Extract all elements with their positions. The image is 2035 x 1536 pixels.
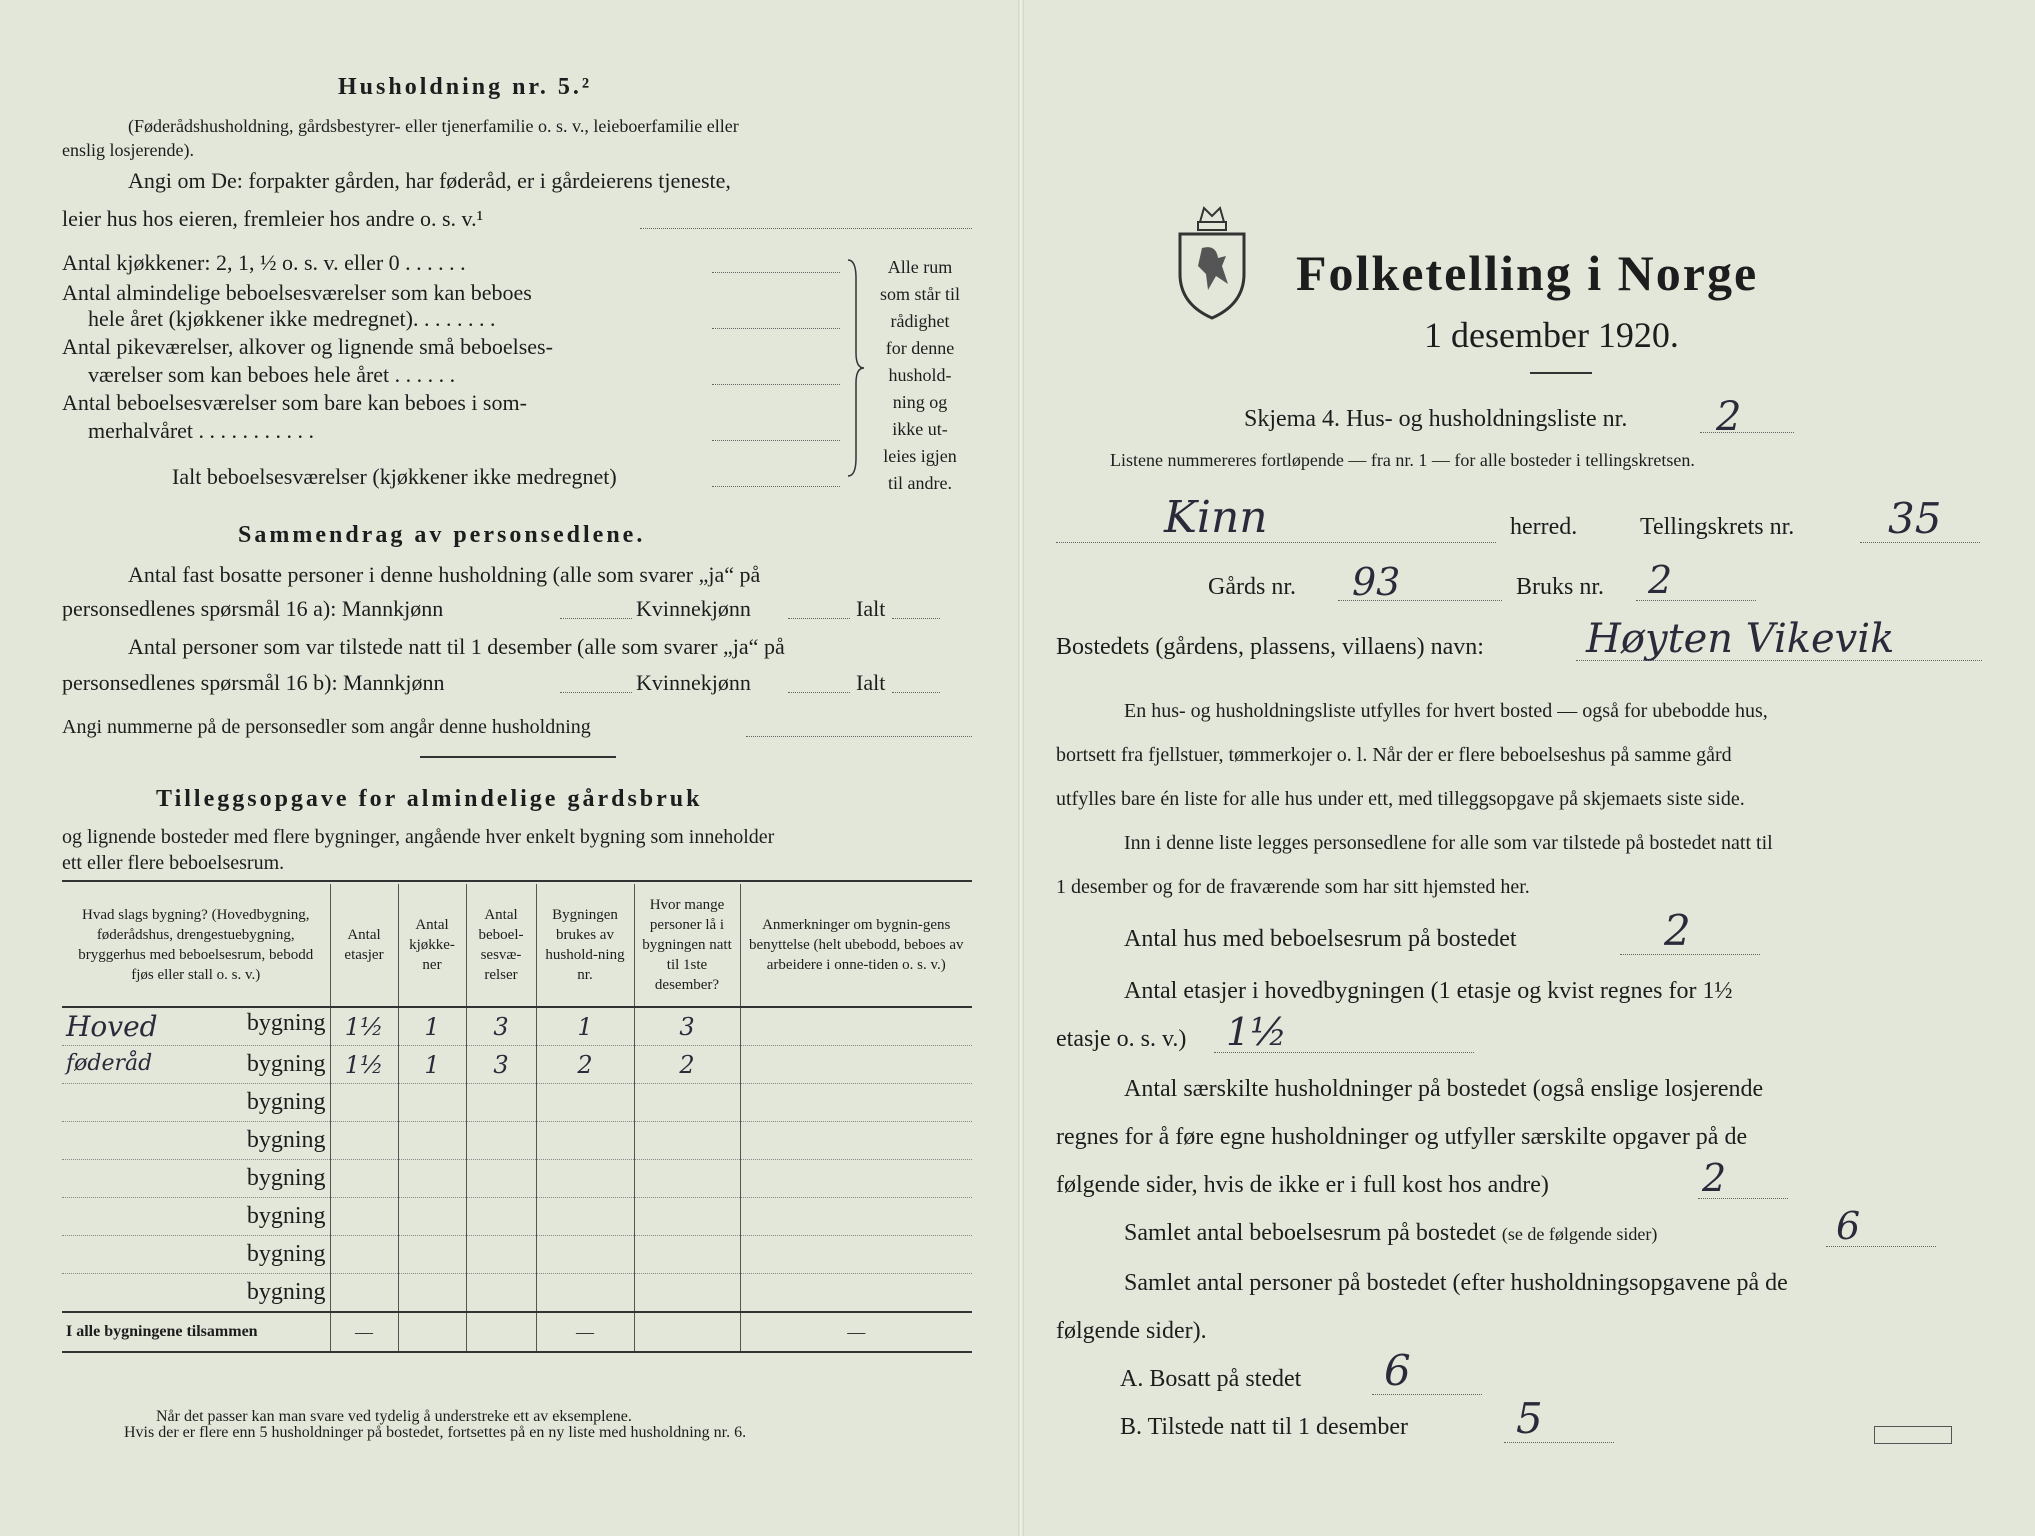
- husholdning-cell: [536, 1198, 634, 1236]
- etasjer-cell: [330, 1160, 398, 1198]
- samlet-rum-fill: [1826, 1246, 1936, 1247]
- side-note-line: rådighet: [890, 311, 950, 331]
- side-note-line: ning og: [892, 392, 948, 412]
- rooms-fill-3: [712, 384, 840, 385]
- building-cell: [62, 1046, 330, 1084]
- total-etasjer: —: [330, 1312, 398, 1352]
- rooms-fill-4: [712, 440, 840, 441]
- bruks-fill: [1636, 600, 1756, 601]
- tellingskrets-value: 35: [1888, 494, 1942, 543]
- bostedets-label: Bostedets (gårdens, plassens, villaens) navn:: [1056, 634, 1484, 660]
- antal-hus-fill: [1620, 954, 1760, 955]
- kjokken-cell: [398, 1084, 466, 1122]
- husholdning-cell: [536, 1122, 634, 1160]
- husholdning-cell: [536, 1236, 634, 1274]
- table-row: [62, 1007, 972, 1046]
- etasjer-cell: 1½: [330, 1046, 398, 1084]
- side-note-line: som står til: [880, 284, 960, 304]
- total-husholdning: —: [536, 1312, 634, 1352]
- anmerkning-cell: [740, 1007, 972, 1046]
- form-date: 1 desember 1920.: [1424, 315, 1679, 355]
- ialt-rooms-fill: [712, 486, 840, 487]
- rum-cell: 3: [466, 1007, 536, 1046]
- building-cell: bygning: [62, 1122, 330, 1160]
- tellingskrets-label: Tellingskrets nr.: [1640, 514, 1795, 540]
- col-header-anmerkninger: Anmerkninger om bygnin-gens benyttelse (helt ubebodd, beboes av arbeidere i onne-tiden o. s. v.): [740, 884, 972, 1007]
- sarskilte-line-3: følgende sider, hvis de ikke er i full kost hos andre): [1056, 1172, 1549, 1198]
- col-header-kjokken: Antal kjøkke-ner: [398, 884, 466, 1007]
- footnote-1: Når det passer kan man svare ved tydelig å understreke ett av eksemplene.: [156, 1408, 632, 1425]
- anmerkning-cell: [740, 1046, 972, 1084]
- summary-title: Sammendrag av personsedlene.: [238, 522, 646, 548]
- herred-value: Kinn: [1164, 492, 1268, 543]
- table-row: [62, 1160, 972, 1198]
- tellingskrets-fill: [1860, 542, 1980, 543]
- table-row: [62, 1198, 972, 1236]
- table-top-rule: [62, 880, 972, 882]
- table-row: [62, 1274, 972, 1313]
- footnote-2: Hvis der er flere enn 5 husholdninger på bostedet, fortsettes på en ny liste med husholdning nr. 6.: [124, 1424, 747, 1441]
- side-note: [870, 254, 970, 497]
- page-fold: [1018, 0, 1024, 1536]
- angi-text: Angi om De: forpakter gården, har føderåd, er i gårdeierens tjeneste,: [128, 168, 731, 193]
- anmerkning-cell: [740, 1084, 972, 1122]
- etasjer-cell: [330, 1084, 398, 1122]
- kjokken-cell: 1: [398, 1007, 466, 1046]
- bruks-value: 2: [1648, 558, 1673, 602]
- rooms-ordinary: Antal almindelige beboelsesværelser som kan beboes: [62, 280, 532, 305]
- fill-kvinne-2: [788, 692, 850, 693]
- personer-cell: [634, 1236, 740, 1274]
- side-note-line: leies igjen: [883, 446, 957, 466]
- kjokken-cell: [398, 1198, 466, 1236]
- total-anmerkning: —: [740, 1312, 972, 1352]
- total-kjokken: [398, 1312, 466, 1352]
- summary-line-1: Antal fast bosatte personer i denne husholdning (alle som svarer „ja“ på: [128, 562, 761, 587]
- antal-hus-label: Antal hus med beboelsesrum på bostedet: [1124, 926, 1517, 952]
- rooms-ordinary-2: hele året (kjøkkener ikke medregnet). . . . . . . .: [88, 306, 496, 331]
- bosatt-label: A. Bosatt på stedet: [1120, 1366, 1302, 1392]
- etasjer-cell: [330, 1274, 398, 1313]
- etasjer-fill: [1214, 1052, 1474, 1053]
- etasjer-cell: [330, 1236, 398, 1274]
- building-label: bygning: [246, 1010, 326, 1036]
- angi-text-2: leier hus hos eieren, fremleier hos andre o. s. v.¹: [62, 206, 484, 231]
- kvinne-label-2: Kvinnekjønn: [636, 670, 751, 695]
- husholdning-cell: 1: [536, 1007, 634, 1046]
- rum-cell: [466, 1084, 536, 1122]
- building-cell: bygning: [62, 1084, 330, 1122]
- building-label: bygning: [246, 1051, 326, 1077]
- rum-cell: [466, 1160, 536, 1198]
- personer-cell: [634, 1274, 740, 1313]
- ialt-rooms: Ialt beboelsesværelser (kjøkkener ikke medregnet): [172, 464, 617, 489]
- bosted-fill: [1576, 660, 1982, 661]
- husholdning-cell: [536, 1160, 634, 1198]
- anmerkning-cell: [740, 1160, 972, 1198]
- herred-label: herred.: [1510, 514, 1578, 540]
- rum-cell: [466, 1236, 536, 1274]
- sarskilte-line-1: Antal særskilte husholdninger på bostedet (også enslige losjerende: [1124, 1076, 1764, 1102]
- side-note-line: hushold-: [888, 365, 952, 385]
- skjema-label: Skjema 4. Hus- og husholdningsliste nr.: [1244, 406, 1628, 432]
- building-cell: [62, 1007, 330, 1046]
- para2-line-2: 1 desember og for de fraværende som har sitt hjemsted her.: [1056, 876, 1530, 898]
- sarskilte-line-2: regnes for å føre egne husholdninger og utfyller særskilte opgaver på de: [1056, 1124, 1748, 1150]
- tillegg-line-2: ett eller flere beboelsesrum.: [62, 852, 285, 874]
- rooms-fill-1: [712, 272, 840, 273]
- husholdning-cell: [536, 1274, 634, 1313]
- ialt-label-2: Ialt: [856, 670, 886, 695]
- gards-label: Gårds nr.: [1208, 574, 1296, 600]
- building-name: føderåd: [66, 1051, 153, 1076]
- rooms-summer-2: merhalvåret . . . . . . . . . . .: [88, 418, 315, 443]
- samlet-pers-line-2: følgende sider).: [1056, 1318, 1207, 1344]
- etasjer-cell: [330, 1122, 398, 1160]
- antal-hus-value: 2: [1664, 906, 1691, 955]
- personer-cell: 2: [634, 1046, 740, 1084]
- anmerkning-cell: [740, 1122, 972, 1160]
- table-header-row: [62, 884, 972, 1007]
- table-row: [62, 1084, 972, 1122]
- building-table: [62, 884, 972, 1353]
- personer-cell: 3: [634, 1007, 740, 1046]
- tilstede-value: 5: [1516, 1394, 1543, 1443]
- col-header-husholdning: Bygningen brukes av hushold-ning nr.: [536, 884, 634, 1007]
- sarskilte-fill: [1698, 1198, 1788, 1199]
- tillegg-line-1: og lignende bosteder med flere bygninger, angående hver enkelt bygning som inneholder: [62, 826, 775, 848]
- rum-cell: [466, 1198, 536, 1236]
- total-rum: [466, 1312, 536, 1352]
- col-header-etasjer: Antal etasjer: [330, 884, 398, 1007]
- col-header-type: Hvad slags bygning? (Hovedbygning, føderådshus, drengestuebygning, bryggerhus med beboelsesrum, bebodd fjøs eller stall o. s. v.): [62, 884, 330, 1007]
- bosted-value: Høyten Vikevik: [1586, 616, 1895, 662]
- bosatt-value: 6: [1384, 1346, 1411, 1395]
- col-header-rum: Antal beboel-sesvæ-relser: [466, 884, 536, 1007]
- side-note-line: til andre.: [888, 473, 952, 493]
- anmerkning-cell: [740, 1198, 972, 1236]
- kjokken-cell: 1: [398, 1046, 466, 1084]
- rooms-summer: Antal beboelsesværelser som bare kan beboes i som-: [62, 390, 527, 415]
- side-note-line: ikke ut-: [892, 419, 948, 439]
- husholdning-cell: 2: [536, 1046, 634, 1084]
- summary-line-2: personsedlenes spørsmål 16 a): Mannkjønn: [62, 596, 444, 621]
- herred-fill: [1056, 542, 1496, 543]
- table-row: [62, 1236, 972, 1274]
- personer-cell: [634, 1122, 740, 1160]
- etasjer-value: 1½: [1226, 1010, 1288, 1054]
- col-header-personer: Hvor mange personer lå i bygningen natt til 1ste desember?: [634, 884, 740, 1007]
- kjokken-cell: [398, 1274, 466, 1313]
- samlet-rum-note: (se de følgende sider): [1501, 1224, 1658, 1244]
- para1-line-2: bortsett fra fjellstuer, tømmerkojer o. l. Når der er flere beboelseshus på samme gård: [1056, 744, 1732, 766]
- etasjer-cell: 1½: [330, 1007, 398, 1046]
- skjema-value: 2: [1716, 394, 1742, 440]
- ialt-label: Ialt: [856, 596, 886, 621]
- samlet-rum-value: 6: [1836, 1204, 1861, 1248]
- summary-line-3: Antal personer som var tilstede natt til 1 desember (alle som svarer „ja“ på: [128, 634, 785, 659]
- household-note: (Føderådshusholdning, gårdsbestyrer- eller tjenerfamilie o. s. v., leieboerfamilie eller: [128, 116, 739, 136]
- rooms-fill-2: [712, 328, 840, 329]
- para1-line-3: utfylles bare én liste for alle hus under ett, med tilleggsopgave på skjemaets siste side.: [1056, 788, 1745, 810]
- personer-cell: [634, 1084, 740, 1122]
- para1-line-1: En hus- og husholdningsliste utfylles for hvert bosted — også for ubebodde hus,: [1124, 700, 1768, 722]
- skjema-fill: [1700, 432, 1794, 433]
- divider: [420, 756, 616, 758]
- gards-value: 93: [1352, 560, 1401, 604]
- bruks-label: Bruks nr.: [1516, 574, 1605, 600]
- brace-icon: [844, 258, 866, 478]
- anmerkning-cell: [740, 1274, 972, 1313]
- etasjer-cell: [330, 1198, 398, 1236]
- fill-mann-1: [560, 618, 632, 619]
- tilstede-label: B. Tilstede natt til 1 desember: [1120, 1414, 1408, 1440]
- tilstede-fill: [1504, 1442, 1614, 1443]
- building-cell: bygning: [62, 1160, 330, 1198]
- building-cell: bygning: [62, 1198, 330, 1236]
- printer-stamp: [1874, 1426, 1952, 1444]
- fill-mann-2: [560, 692, 632, 693]
- building-cell: bygning: [62, 1236, 330, 1274]
- rooms-maid: Antal pikeværelser, alkover og lignende små beboelses-: [62, 334, 553, 359]
- form-title: Folketelling i Norge: [1296, 245, 1759, 301]
- tillegg-title: Tilleggsopgave for almindelige gårdsbruk: [156, 786, 703, 812]
- listene-note: Listene nummereres fortløpende — fra nr. 1 — for alle bosteder i tellingskretsen.: [1110, 450, 1695, 470]
- total-personer: [634, 1312, 740, 1352]
- husholdning-cell: [536, 1084, 634, 1122]
- personer-cell: [634, 1198, 740, 1236]
- angi-numre: Angi nummerne på de personsedler som angår denne husholdning: [62, 716, 591, 738]
- bosatt-fill: [1372, 1394, 1482, 1395]
- anmerkning-cell: [740, 1236, 972, 1274]
- samlet-pers-line-1: Samlet antal personer på bostedet (efter husholdningsopgavene på de: [1124, 1270, 1788, 1296]
- rum-cell: [466, 1122, 536, 1160]
- building-name: Hoved: [66, 1010, 158, 1043]
- gards-fill: [1338, 600, 1502, 601]
- rum-cell: [466, 1274, 536, 1313]
- kjokken-cell: [398, 1160, 466, 1198]
- household-title: Husholdning nr. 5.²: [338, 74, 593, 100]
- sarskilte-value: 2: [1702, 1156, 1727, 1200]
- side-note-line: for denne: [885, 338, 955, 358]
- title-rule: [1530, 372, 1592, 374]
- table-total-row: [62, 1312, 972, 1352]
- rooms-maid-2: værelser som kan beboes hele året . . . . . .: [88, 362, 456, 387]
- household-note-2: enslig losjerende).: [62, 140, 194, 160]
- side-note-line: Alle rum: [887, 257, 953, 277]
- summary-line-4: personsedlenes spørsmål 16 b): Mannkjønn: [62, 670, 445, 695]
- personer-cell: [634, 1160, 740, 1198]
- kjokken-cell: [398, 1122, 466, 1160]
- total-label: I alle bygningene tilsammen: [62, 1312, 330, 1352]
- fill-kvinne-1: [788, 618, 850, 619]
- kjokken-cell: [398, 1236, 466, 1274]
- table-row: [62, 1046, 972, 1084]
- rum-cell: 3: [466, 1046, 536, 1084]
- rooms-kitchens: Antal kjøkkener: 2, 1, ½ o. s. v. eller 0 . . . . . .: [62, 250, 466, 275]
- building-cell: bygning: [62, 1274, 330, 1313]
- samlet-rum-label: [1124, 1220, 1657, 1247]
- fill-ialt-2: [892, 692, 940, 693]
- fill-ialt-1: [892, 618, 940, 619]
- angi-fill-line: [640, 228, 972, 229]
- etasjer-line-2: etasje o. s. v.): [1056, 1026, 1187, 1052]
- kvinne-label: Kvinnekjønn: [636, 596, 751, 621]
- etasjer-line-1: Antal etasjer i hovedbygningen (1 etasje og kvist regnes for 1½: [1124, 978, 1733, 1004]
- coat-of-arms-icon: [1172, 204, 1252, 322]
- para2-line-1: Inn i denne liste legges personsedlene for alle som var tilstede på bostedet natt til: [1124, 832, 1773, 854]
- fill-numre: [746, 736, 972, 737]
- samlet-rum-text: Samlet antal beboelsesrum på bostedet: [1124, 1220, 1496, 1246]
- table-row: [62, 1122, 972, 1160]
